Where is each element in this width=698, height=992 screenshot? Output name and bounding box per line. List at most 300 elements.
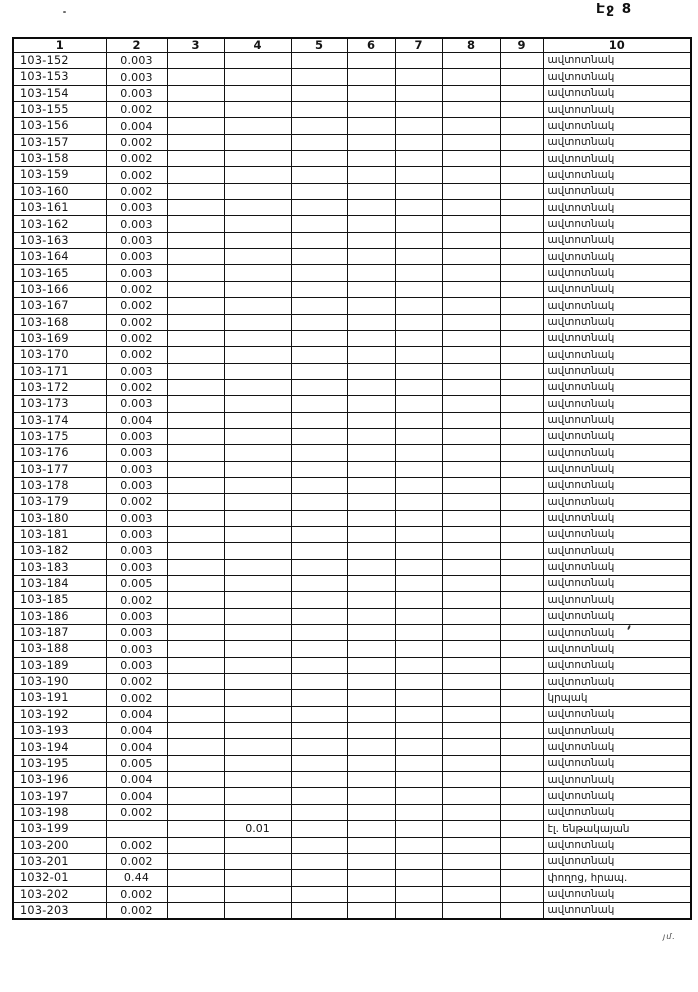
table-cell (291, 69, 347, 85)
table-cell (500, 445, 543, 461)
table-cell (500, 314, 543, 330)
table-cell (500, 886, 543, 902)
table-cell: 0.002 (106, 167, 167, 183)
table-cell (167, 330, 224, 346)
table-cell (224, 559, 291, 575)
table-cell (395, 755, 442, 771)
table-cell (500, 706, 543, 722)
table-cell: 0.003 (106, 396, 167, 412)
table-cell (395, 216, 442, 232)
table-cell (291, 183, 347, 199)
table-cell: 103-168 (13, 314, 106, 330)
table-cell (442, 723, 500, 739)
table-cell (167, 314, 224, 330)
table-cell (167, 608, 224, 624)
table-cell: ավտոտնակ (543, 69, 691, 85)
table-cell (224, 739, 291, 755)
table-cell: 103-156 (13, 118, 106, 134)
table-cell (500, 853, 543, 869)
table-cell (167, 592, 224, 608)
table-cell (224, 477, 291, 493)
table-cell: 0.004 (106, 412, 167, 428)
table-cell (167, 347, 224, 363)
table-cell (167, 641, 224, 657)
table-cell (395, 314, 442, 330)
table-cell (291, 674, 347, 690)
table-row (13, 151, 691, 167)
table-cell (500, 281, 543, 297)
table-cell: 103-154 (13, 85, 106, 101)
table-cell: 0.003 (106, 249, 167, 265)
table-cell: 0.002 (106, 494, 167, 510)
table-cell (395, 151, 442, 167)
table-cell (347, 461, 395, 477)
table-cell (500, 755, 543, 771)
table-cell (442, 837, 500, 853)
table-row (13, 281, 691, 297)
table-cell: ավտոտնակ (543, 412, 691, 428)
table-cell: ավտոտնակ (543, 559, 691, 575)
table-cell: 103-187 (13, 625, 106, 641)
table-cell: 103-155 (13, 102, 106, 118)
table-cell: ավտոտնակ (543, 674, 691, 690)
table-cell (442, 363, 500, 379)
table-cell: 103-177 (13, 461, 106, 477)
table-cell (500, 690, 543, 706)
table-cell (347, 494, 395, 510)
table-cell: 103-198 (13, 804, 106, 820)
table-cell (224, 183, 291, 199)
table-cell (347, 625, 395, 641)
column-header: 5 (291, 38, 347, 53)
table-cell (167, 510, 224, 526)
column-header: 6 (347, 38, 395, 53)
table-cell (500, 412, 543, 428)
table-cell (167, 821, 224, 837)
table-cell: 103-195 (13, 755, 106, 771)
table-cell (224, 347, 291, 363)
table-cell (442, 526, 500, 542)
table-cell: ավտոտնակ (543, 379, 691, 395)
table-cell (500, 249, 543, 265)
table-cell (291, 249, 347, 265)
table-cell (224, 330, 291, 346)
table-cell (291, 559, 347, 575)
table-cell (167, 183, 224, 199)
table-cell (291, 494, 347, 510)
table-cell: ավտոտնակ (543, 347, 691, 363)
header-row (13, 38, 691, 53)
table-cell (291, 706, 347, 722)
table-cell: ավտոտնակ (543, 428, 691, 444)
table-cell (347, 853, 395, 869)
table-row (13, 902, 691, 919)
table-cell (395, 723, 442, 739)
table-cell (224, 788, 291, 804)
table-cell: 0.004 (106, 788, 167, 804)
table-cell (167, 853, 224, 869)
table-cell (347, 608, 395, 624)
table-cell (224, 85, 291, 101)
table-cell: 103-183 (13, 559, 106, 575)
table-cell (291, 755, 347, 771)
table-cell: 103-202 (13, 886, 106, 902)
table-cell (442, 69, 500, 85)
table-cell (291, 53, 347, 69)
table-cell (442, 461, 500, 477)
table-cell (347, 216, 395, 232)
table-cell (395, 118, 442, 134)
table-cell: ավտոտնակ (543, 576, 691, 592)
table-cell: ավտոտնակ (543, 134, 691, 150)
table-cell: 0.003 (106, 625, 167, 641)
table-cell (442, 625, 500, 641)
table-row (13, 576, 691, 592)
table-cell (291, 608, 347, 624)
table-cell (347, 804, 395, 820)
table-cell (395, 347, 442, 363)
table-cell (167, 379, 224, 395)
table-cell (167, 886, 224, 902)
table-cell (500, 739, 543, 755)
table-cell: 0.003 (106, 559, 167, 575)
table-cell (291, 510, 347, 526)
table-cell: 103-166 (13, 281, 106, 297)
table-cell (224, 853, 291, 869)
table-row (13, 379, 691, 395)
table-cell (224, 706, 291, 722)
table-cell: 103-172 (13, 379, 106, 395)
table-cell: 0.002 (106, 886, 167, 902)
table-cell (395, 461, 442, 477)
table-cell (291, 625, 347, 641)
table-cell (347, 265, 395, 281)
table-cell (167, 494, 224, 510)
table-body (13, 53, 691, 920)
table-cell (500, 167, 543, 183)
table-cell: 103-162 (13, 216, 106, 232)
table-cell (395, 53, 442, 69)
table-cell (500, 85, 543, 101)
table-row (13, 347, 691, 363)
table-cell: 103-192 (13, 706, 106, 722)
table-cell (442, 396, 500, 412)
table-cell: 0.003 (106, 641, 167, 657)
table-row (13, 85, 691, 101)
table-cell (291, 477, 347, 493)
table-cell (395, 870, 442, 886)
table-cell (395, 853, 442, 869)
table-cell: 0.002 (106, 837, 167, 853)
table-row (13, 739, 691, 755)
table-cell (224, 134, 291, 150)
table-cell (347, 85, 395, 101)
table-cell (395, 445, 442, 461)
table-cell (395, 396, 442, 412)
table-cell: 0.44 (106, 870, 167, 886)
table-cell (347, 412, 395, 428)
table-cell (442, 510, 500, 526)
table-cell (291, 886, 347, 902)
table-cell (395, 902, 442, 919)
table-cell (167, 870, 224, 886)
table-cell (442, 772, 500, 788)
table-cell (347, 772, 395, 788)
table-cell: 103-173 (13, 396, 106, 412)
table-cell (291, 134, 347, 150)
table-row (13, 298, 691, 314)
table-cell: 0.005 (106, 755, 167, 771)
table-row (13, 657, 691, 673)
table-row (13, 314, 691, 330)
table-cell (167, 755, 224, 771)
table-cell (291, 576, 347, 592)
table-cell (442, 674, 500, 690)
table-cell: 0.003 (106, 363, 167, 379)
column-header: 1 (13, 38, 106, 53)
table-cell (167, 265, 224, 281)
table-row (13, 232, 691, 248)
table-cell (291, 788, 347, 804)
table-cell (347, 53, 395, 69)
table-cell (291, 412, 347, 428)
table-row (13, 526, 691, 542)
table-cell (442, 870, 500, 886)
table-cell (347, 200, 395, 216)
table-cell (442, 641, 500, 657)
table-row (13, 53, 691, 69)
table-cell (442, 85, 500, 101)
table-cell (442, 804, 500, 820)
column-header: 4 (224, 38, 291, 53)
table-cell (291, 314, 347, 330)
table-cell (395, 837, 442, 853)
table-cell (347, 657, 395, 673)
table-cell (500, 379, 543, 395)
table-cell (395, 167, 442, 183)
table-row (13, 706, 691, 722)
table-cell (291, 167, 347, 183)
table-cell (347, 510, 395, 526)
table-cell (347, 314, 395, 330)
table-cell (500, 625, 543, 641)
column-header: 7 (395, 38, 442, 53)
table-cell (291, 837, 347, 853)
table-cell (291, 118, 347, 134)
table-row (13, 543, 691, 559)
table-cell (167, 657, 224, 673)
table-cell: 0.004 (106, 739, 167, 755)
table-cell: 0.002 (106, 379, 167, 395)
table-row (13, 723, 691, 739)
table-cell (500, 788, 543, 804)
handwritten-margin-note: յմ. (663, 932, 676, 941)
table-cell (224, 102, 291, 118)
table-cell: ավտոտնակ (543, 723, 691, 739)
table-cell: ավտոտնակ (543, 445, 691, 461)
table-row (13, 788, 691, 804)
table-cell (224, 69, 291, 85)
table-cell (395, 281, 442, 297)
table-cell (442, 314, 500, 330)
table-cell (291, 821, 347, 837)
table-cell (442, 412, 500, 428)
table-cell (291, 281, 347, 297)
table-cell: 103-196 (13, 772, 106, 788)
table-cell: 0.005 (106, 576, 167, 592)
table-cell: 0.002 (106, 347, 167, 363)
table-row (13, 216, 691, 232)
table-cell (167, 445, 224, 461)
table-cell: 0.002 (106, 674, 167, 690)
table-cell (347, 706, 395, 722)
table-cell (291, 592, 347, 608)
table-cell (224, 772, 291, 788)
table-cell (224, 428, 291, 444)
table-cell (224, 363, 291, 379)
table-cell (442, 477, 500, 493)
table-cell (395, 706, 442, 722)
table-cell (347, 167, 395, 183)
table-cell (224, 886, 291, 902)
table-cell (224, 690, 291, 706)
table-cell (291, 379, 347, 395)
table-row (13, 886, 691, 902)
table-cell (347, 69, 395, 85)
table-cell (167, 167, 224, 183)
table-cell: ավտոտնակ (543, 461, 691, 477)
table-cell (224, 902, 291, 919)
table-row (13, 396, 691, 412)
table-cell (224, 232, 291, 248)
table-cell (224, 543, 291, 559)
table-cell (500, 821, 543, 837)
table-cell (291, 853, 347, 869)
table-cell (167, 772, 224, 788)
table-cell (167, 461, 224, 477)
table-cell (442, 118, 500, 134)
table-cell (347, 870, 395, 886)
table-cell: 103-186 (13, 608, 106, 624)
scan-speck (63, 11, 66, 13)
table-row (13, 134, 691, 150)
table-cell (224, 510, 291, 526)
table-cell (500, 232, 543, 248)
column-header: 3 (167, 38, 224, 53)
table-cell (291, 723, 347, 739)
table-cell: 0.003 (106, 428, 167, 444)
table-cell: ավտոտնակ (543, 281, 691, 297)
table-cell (291, 396, 347, 412)
table-row (13, 363, 691, 379)
table-cell (395, 641, 442, 657)
table-cell (291, 102, 347, 118)
table-cell (442, 167, 500, 183)
table-cell (167, 69, 224, 85)
table-cell (395, 428, 442, 444)
table-cell: 0.002 (106, 151, 167, 167)
table-cell (442, 543, 500, 559)
table-cell (442, 608, 500, 624)
table-cell (224, 870, 291, 886)
table-cell: 103-159 (13, 167, 106, 183)
table-cell (167, 249, 224, 265)
table-cell (395, 526, 442, 542)
table-row (13, 559, 691, 575)
table-cell (347, 298, 395, 314)
table-cell (224, 723, 291, 739)
table-cell (167, 134, 224, 150)
table-cell (347, 428, 395, 444)
table-cell (224, 445, 291, 461)
table-cell: 0.003 (106, 200, 167, 216)
table-cell (442, 249, 500, 265)
table-cell: ավտոտնակ (543, 772, 691, 788)
table-cell (395, 232, 442, 248)
table-cell (395, 772, 442, 788)
table-cell (500, 674, 543, 690)
table-cell (347, 674, 395, 690)
table-cell: ավտոտնակ (543, 657, 691, 673)
table-cell: ավտոտնակ (543, 200, 691, 216)
table-cell: ավտոտնակ (543, 167, 691, 183)
table-cell (347, 102, 395, 118)
table-cell: ավտոտնակ (543, 543, 691, 559)
table-cell (500, 53, 543, 69)
table-cell (395, 200, 442, 216)
table-cell: 0.003 (106, 232, 167, 248)
table-cell (291, 445, 347, 461)
table-cell (442, 821, 500, 837)
table-cell (442, 298, 500, 314)
table-cell: 103-180 (13, 510, 106, 526)
table-cell: 0.003 (106, 526, 167, 542)
table-row (13, 200, 691, 216)
table-cell (395, 576, 442, 592)
table-cell (224, 755, 291, 771)
table-cell (500, 608, 543, 624)
table-cell: 0.002 (106, 853, 167, 869)
table-cell (291, 526, 347, 542)
table-cell (347, 183, 395, 199)
table-cell: 103-170 (13, 347, 106, 363)
table-cell: 0.003 (106, 461, 167, 477)
table-cell (167, 477, 224, 493)
table-cell (442, 494, 500, 510)
table-cell (291, 641, 347, 657)
table-cell (442, 232, 500, 248)
table-cell: ավտոտնակ (543, 216, 691, 232)
table-cell (167, 118, 224, 134)
table-cell (347, 232, 395, 248)
table-cell: 0.004 (106, 772, 167, 788)
table-cell (167, 412, 224, 428)
table-cell (224, 576, 291, 592)
table-cell: 103-171 (13, 363, 106, 379)
table-cell: 103-158 (13, 151, 106, 167)
table-row (13, 249, 691, 265)
table-cell (442, 853, 500, 869)
table-cell: ավտոտնակ (543, 396, 691, 412)
table-cell: 103-181 (13, 526, 106, 542)
table-cell (442, 281, 500, 297)
table-cell: 0.004 (106, 706, 167, 722)
table-row (13, 183, 691, 199)
table-row (13, 461, 691, 477)
table-cell (347, 592, 395, 608)
table-cell: 0.003 (106, 69, 167, 85)
table-cell (347, 134, 395, 150)
